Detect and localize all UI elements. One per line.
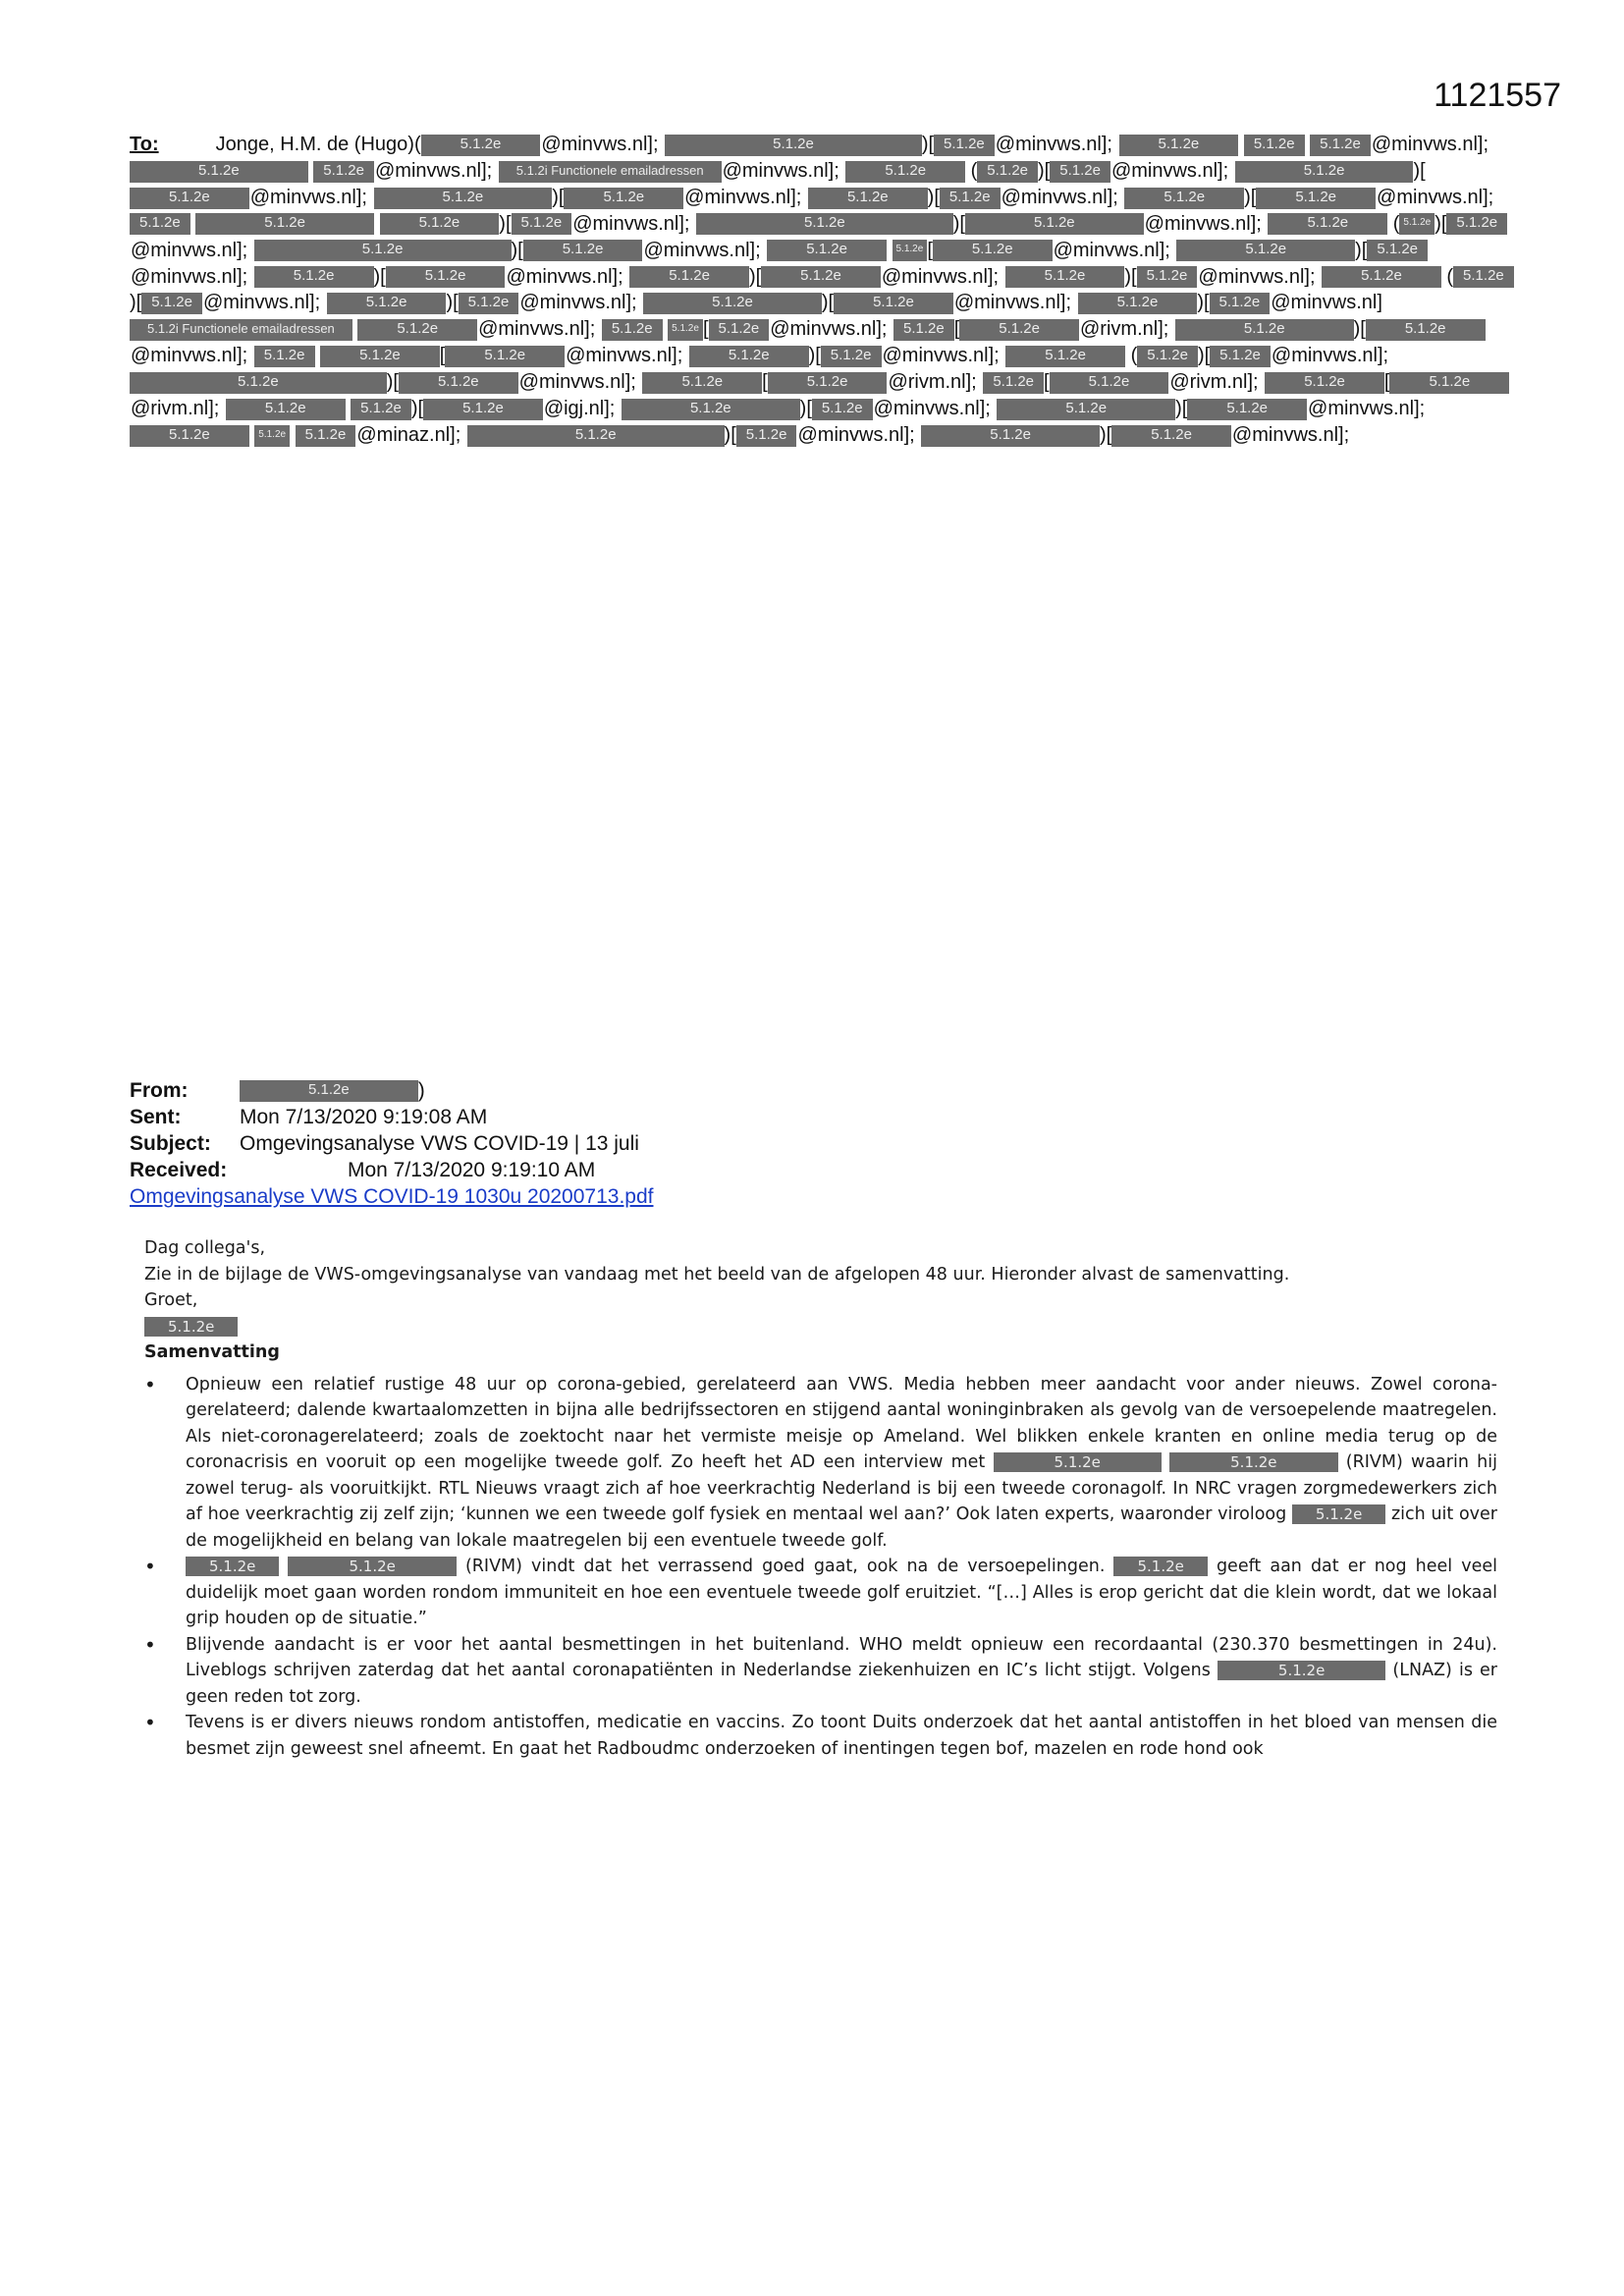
summary-title: Samenvatting	[144, 1342, 280, 1362]
sent-row	[130, 1104, 653, 1130]
summary-item: • Tevens is er divers nieuws rondom antistoffen, medicatie en vaccins. Zo toont Duits onderzoek dat het aantal antistoffen in het bloed van mensen die besmet zijn geweest snel afneemt. En gaat het Radboudmc onderzoeken of inentingen tegen bof, mazelen en rode hond ook	[144, 1710, 1497, 1762]
sent-value: Mon 7/13/2020 9:19:08 AM	[240, 1106, 488, 1128]
attachment-link[interactable]: Omgevingsanalyse VWS COVID-19 1030u 20200713.pdf	[130, 1185, 654, 1208]
received-row	[130, 1157, 653, 1183]
summary-item: • Blijvende aandacht is er voor het aantal besmettingen in het buitenland. WHO meldt opnieuw een recordaantal (230.370 besmettingen in 24u). Liveblogs schrijven zaterdag dat het aantal coronapatiënten in Nederlandse ziekenhuizen en IC’s licht stijgt. Volgens 5.1.2e (LNAZ) is er geen reden tot zorg.	[144, 1632, 1497, 1711]
signature	[144, 1314, 1497, 1340]
received-value: Mon 7/13/2020 9:19:10 AM	[348, 1159, 596, 1181]
redaction: 5.1.2e	[1292, 1504, 1385, 1524]
from-value: 5.1.2e )	[240, 1077, 425, 1104]
redaction: 5.1.2e	[240, 1080, 418, 1102]
redaction: 5.1.2e	[1218, 1661, 1385, 1680]
greeting: Dag collega's,	[144, 1238, 266, 1258]
redaction: 5.1.2e	[1169, 1452, 1337, 1472]
subject-row	[130, 1130, 653, 1157]
redaction: 5.1.2e	[421, 135, 541, 156]
summary-list	[144, 1372, 1497, 1763]
closing: Groet,	[144, 1290, 198, 1310]
from-label: From:	[130, 1079, 189, 1102]
redaction-functional: 5.1.2i Functionele emailadressen	[499, 161, 722, 183]
recipient-name: Jonge, H.M. de (Hugo)	[215, 134, 414, 155]
from-row	[130, 1077, 653, 1104]
intro-text: Zie in de bijlage de VWS-omgevingsanalyse van vandaag met het beeld van de afgelopen 48 uur. Hieronder alvast de samenvatting.	[144, 1264, 1290, 1285]
redaction: 5.1.2e	[144, 1317, 238, 1337]
redaction: 5.1.2e	[994, 1452, 1162, 1472]
recipients-list: To: Jonge, H.M. de (Hugo)( 5.1.2e @minvws.nl]; 5.1.2e )[ 5.1.2e @minvws.nl]; 5.1.2e 5.1.2e 5.1.2e @minvws.nl]; 5.1.2e 5.1.2e @minvws.nl]; 5.1.2i Functionele emailadressen @minvws.nl]; 5.1.2e ( 5.1.2e )[ 5.1.2e @minvws.nl]; 5.1.2e )[5.1.2e @minvws.nl]; 5.1.2e )[ 5.1.2e @minvws.nl]; 5.1.2e )[ 5.1.2e @minvws.nl]; 5.1.2e )[ 5.1.2e @minvws.nl]; 5.1.2e 5.1.2e 5.1.2e )[ 5.1.2e @minvws.nl]; 5.1.2e )[ 5.1.2e @minvws.nl]; 5.1.2e ( 5.1.2e )[ 5.1.2e@minvws.nl]; 5.1.2e )[ 5.1.2e @minvws.nl]; 5.1.2e 5.1.2e [ 5.1.2e @minvws.nl]; 5.1.2e )[ 5.1.2e@minvws.nl]; 5.1.2e )[ 5.1.2e @minvws.nl]; 5.1.2e )[ 5.1.2e @minvws.nl]; 5.1.2e )[ 5.1.2e @minvws.nl]; 5.1.2e ( 5.1.2e)[ 5.1.2e @minvws.nl]; 5.1.2e )[ 5.1.2e @minvws.nl]; 5.1.2e )[ 5.1.2e @minvws.nl]; 5.1.2e )[ 5.1.2e @minvws.nl] 5.1.2i Functionele emailadressen 5.1.2e @minvws.nl]; 5.1.2e 5.1.2e [ 5.1.2e @minvws.nl]; 5.1.2e [ 5.1.2e @rivm.nl]; 5.1.2e )[ 5.1.2e@minvws.nl]; 5.1.2e 5.1.2e [ 5.1.2e @minvws.nl]; 5.1.2e )[ 5.1.2e @minvws.nl]; 5.1.2e ( 5.1.2e )[ 5.1.2e @minvws.nl]; 5.1.2e )[ 5.1.2e @minvws.nl]; 5.1.2e [ 5.1.2e @rivm.nl]; 5.1.2e [ 5.1.2e @rivm.nl]; 5.1.2e [ 5.1.2e@rivm.nl]; 5.1.2e 5.1.2e )[ 5.1.2e @igj.nl]; 5.1.2e )[ 5.1.2e @minvws.nl]; 5.1.2e )[ 5.1.2e @minvws.nl]; 5.1.2e 5.1.2e 5.1.2e @minaz.nl]; 5.1.2e )[ 5.1.2e @minvws.nl]; 5.1.2e )[ 5.1.2e @minvws.nl];	[130, 132, 1514, 449]
summary-item: • 5.1.2e 5.1.2e (RIVM) vindt dat het verrassend goed gaat, ook na de versoepelingen. 5.1.2e geeft aan dat er nog heel veel duidelijk moet gaan worden rondom immuniteit en hoe een eventuele tweede golf eruitziet. “[…] Alles is erop gericht dat die klein wordt, dat we lokaal grip houden op de situatie.”	[144, 1554, 1497, 1632]
redaction: 5.1.2e	[665, 135, 922, 156]
received-label: Received:	[130, 1159, 228, 1181]
email-header	[130, 1077, 653, 1210]
to-label: To:	[130, 134, 159, 155]
subject-label: Subject:	[130, 1132, 211, 1155]
subject-value: Omgevingsanalyse VWS COVID-19 | 13 juli	[240, 1132, 639, 1155]
redaction: 5.1.2e	[288, 1557, 456, 1576]
email-body	[144, 1235, 1497, 1762]
document-number: 1121557	[1434, 77, 1561, 114]
redaction: 5.1.2e	[186, 1557, 279, 1576]
summary-item: • Opnieuw een relatief rustige 48 uur op corona-gebied, gerelateerd aan VWS. Media hebben meer aandacht voor ander nieuws. Zowel corona-gerelateerd; dalende kwartaalomzetten in bijna alle bedrijfssectoren en stijgend aantal woninginbraken als gevolg van de versoepelende maatregelen. Als niet-coronagerelateerd; zoals de zoektocht naar het vermiste meisje op Ameland. Wel blikken enkele kranten en online media terug op de coronacrisis en vooruit op een mogelijke tweede golf. Zo heeft het AD een interview met 5.1.2e 5.1.2e (RIVM) waarin hij zowel terug- als vooruitkijkt. RTL Nieuws vraagt zich af hoe veerkrachtig Nederland is bij een tweede coronagolf. In NRC vragen zorgmedewerkers zich af hoe veerkrachtig zij zelf zijn; ‘kunnen we een tweede golf fysiek en mentaal wel aan?’ Ook laten experts, waaronder viroloog 5.1.2e zich uit over de mogelijkheid en belang van lokale maatregelen bij een eventuele tweede golf.	[144, 1372, 1497, 1555]
redaction: 5.1.2e	[1113, 1557, 1207, 1576]
sent-label: Sent:	[130, 1106, 182, 1128]
